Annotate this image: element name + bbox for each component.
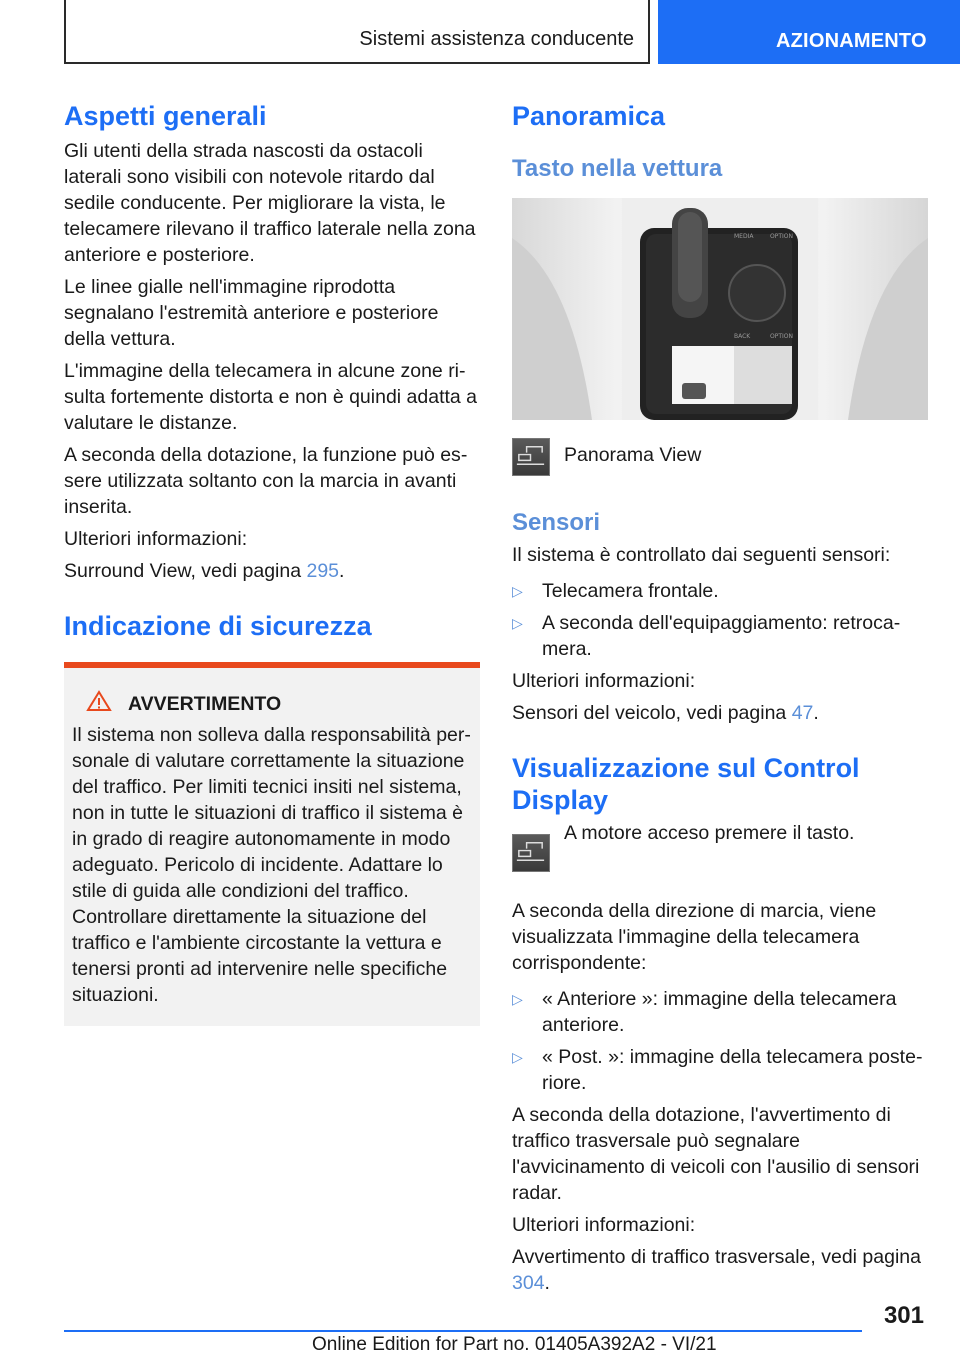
sensor-list bbox=[512, 578, 928, 662]
view-list bbox=[512, 986, 928, 1096]
general-paragraph-2: Le linee gialle nell'immagine riprodotta segnalano l'estremità anteriore e posteriore della vettura. bbox=[64, 276, 439, 350]
list-item: ▷ « Anteriore »: immagine della telecamera anteriore. bbox=[512, 986, 928, 1038]
warning-title: AVVERTIMENTO bbox=[128, 692, 282, 715]
warning-header bbox=[72, 690, 472, 718]
warning-text: Il sistema non solleva dalla responsabilità personale di valutare correttamente la situazione del traffico. Per limiti tecnici insiti nel sistema, non in tutte le situazioni di traffico il sistema è in grado di reagire autonomamente in modo adeguato. Pericolo di incidente. Adattare lo stile di guida alle condizioni del traffico. Controllare direttamente la situazione del traffico e l'ambiente circostante la vettura e tenersi pronti ad intervenire nelle specifiche situazioni. bbox=[72, 724, 471, 1006]
svg-text:MEDIA: MEDIA bbox=[734, 233, 754, 240]
list-item: ▷ Telecamera frontale. bbox=[512, 578, 928, 604]
panorama-view-button-icon[interactable] bbox=[512, 438, 550, 476]
page-link-304[interactable]: 304 bbox=[512, 1272, 545, 1294]
general-paragraph-3: L'immagine della telecamera in alcune zone risulta fortemente distorta e non è quindi adatta a valutare le distanze. bbox=[64, 360, 478, 434]
left-column bbox=[64, 100, 480, 1026]
heading-safety: Indicazione di sicurezza bbox=[64, 611, 372, 641]
header-chapter-title: AZIONAMENTO bbox=[776, 30, 927, 52]
heading-control-display: Visualizzazione sul Control Display bbox=[512, 753, 860, 815]
header-chapter-tab[interactable] bbox=[658, 0, 960, 64]
sensors-intro: Il sistema è controllato dai seguenti sensori: bbox=[512, 544, 891, 566]
general-paragraph-1: Gli utenti della strada nascosti da ostacoli laterali sono visibili con notevole ritardo dal sedile conducente. Per migliorare la vista, le telecamere rilevano il traffico laterale nella zona anteriore e posteriore. bbox=[64, 140, 476, 266]
svg-text:OPTION: OPTION bbox=[770, 233, 793, 240]
sensors-more-text: Sensori del veicolo, vedi pagina bbox=[512, 702, 792, 724]
header-section-box bbox=[64, 0, 650, 64]
page-link-295[interactable]: 295 bbox=[306, 560, 340, 582]
warning-box bbox=[64, 662, 480, 1026]
footer-divider bbox=[64, 1330, 862, 1332]
heading-sensors: Sensori bbox=[512, 509, 601, 536]
display-paragraph: A seconda della direzione di marcia, viene visualizzata l'immagine della telecamera corrispondente: bbox=[512, 900, 877, 974]
cross-more-text: Avvertimento di traffico trasversale, vedi pagina bbox=[512, 1246, 921, 1268]
svg-text:OPTION: OPTION bbox=[770, 333, 793, 340]
header-section-title: Sistemi assistenza conducente bbox=[359, 28, 634, 50]
button-row-display bbox=[512, 820, 928, 872]
page-number: 301 bbox=[883, 1302, 924, 1329]
panorama-view-button-icon[interactable] bbox=[512, 834, 550, 872]
button-row-panorama bbox=[512, 438, 928, 476]
cross-traffic-paragraph: A seconda della dotazione, l'avvertimento di traffico trasversale può segnalare l'avvicinamento di veicoli con l'ausilio di sensori radar. bbox=[512, 1104, 920, 1204]
warning-triangle-icon bbox=[86, 690, 112, 718]
footer-edition: Online Edition for Part no. 01405A392A2 - VI/21 bbox=[312, 1334, 717, 1355]
center-console-photo bbox=[512, 198, 928, 420]
list-item: ▷ A seconda dell'equipaggiamento: retrocamera. bbox=[512, 610, 928, 662]
general-paragraph-4: A seconda della dotazione, la funzione può essere utilizzata soltanto con la marcia in avanti inserita. bbox=[64, 444, 468, 518]
list-item: ▷ « Post. »: immagine della telecamera posteriore. bbox=[512, 1044, 928, 1096]
more-info-surround: Surround View, vedi pagina 295. bbox=[64, 560, 345, 582]
sensors-more-info: Sensori del veicolo, vedi pagina 47. bbox=[512, 702, 819, 724]
heading-button-in-car: Tasto nella vettura bbox=[512, 155, 723, 182]
cross-more-info: Avvertimento di traffico trasversale, vedi pagina 304. bbox=[512, 1246, 921, 1294]
display-instruction: A motore acceso premere il tasto. bbox=[564, 822, 855, 844]
page-link-47[interactable]: 47 bbox=[791, 702, 814, 724]
more-info-label: Ulteriori informazioni: bbox=[64, 528, 248, 550]
svg-text:BACK: BACK bbox=[734, 333, 751, 340]
heading-general: Aspetti generali bbox=[64, 101, 267, 131]
heading-overview: Panoramica bbox=[512, 101, 666, 131]
right-column bbox=[512, 100, 928, 1296]
sensors-more-label: Ulteriori informazioni: bbox=[512, 670, 696, 692]
more-info-text: Surround View, vedi pagina bbox=[64, 560, 307, 582]
cross-more-label: Ulteriori informazioni: bbox=[512, 1214, 696, 1236]
panorama-view-label: Panorama View bbox=[564, 444, 702, 466]
